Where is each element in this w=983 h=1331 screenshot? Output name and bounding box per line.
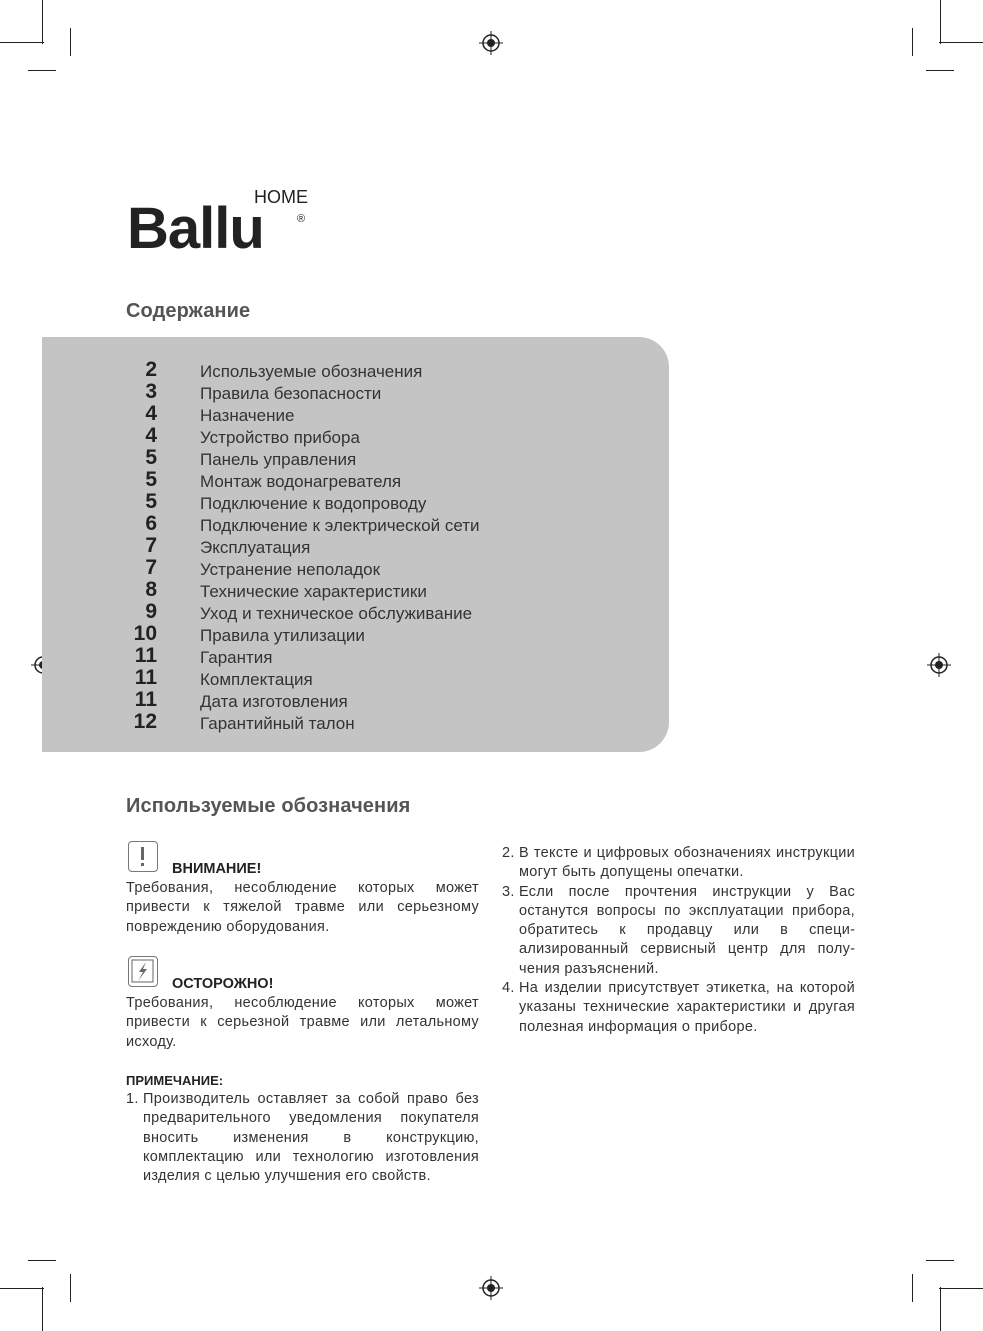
contents-item-label: Уход и техническое обслуживание: [200, 604, 473, 623]
contents-item: [0, 469, 620, 491]
contents-item-page: 6: [145, 512, 157, 535]
contents-item-page: 12: [133, 710, 157, 733]
contents-item-page: 3: [145, 380, 157, 403]
note-item-text: Производитель оставляет за собой право без предварительного уведомления покупателя вносить изменения в конструкцию, комплектацию или технологию изготовления изделия с целью улучшения его свойств.: [143, 1091, 479, 1185]
contents-item: [0, 359, 620, 381]
contents-item-label: Монтаж водонагревателя: [200, 472, 402, 491]
contents-item-label: Подключение к электрической сети: [200, 516, 480, 535]
contents-item-page: 8: [145, 578, 157, 601]
registration-mark-icon: [927, 653, 951, 677]
contents-item: [0, 623, 620, 645]
contents-item: [0, 667, 620, 689]
contents-item: [0, 513, 620, 535]
contents-item-page: 5: [145, 446, 157, 469]
caution-heading: ОСТОРОЖНО!: [172, 976, 274, 992]
registration-mark-icon: [479, 1276, 503, 1300]
symbols-title: Используемые обозначения: [126, 795, 411, 817]
contents-item: [0, 425, 620, 447]
note-item-number: 1.: [126, 1091, 139, 1107]
contents-item-page: 4: [145, 424, 157, 447]
exclamation-icon: [128, 841, 158, 872]
contents-item: [0, 491, 620, 513]
logo-reg-mark: ®: [297, 213, 306, 225]
contents-item-label: Устройство прибора: [200, 428, 360, 447]
contents-item: [0, 557, 620, 579]
contents-item-page: 7: [145, 534, 157, 557]
contents-item-label: Гарантийный талон: [200, 714, 355, 733]
contents-item: [0, 381, 620, 403]
note-heading: ПРИМЕЧАНИЕ:: [126, 1073, 224, 1088]
contents-item-label: Гарантия: [200, 648, 273, 667]
note-item-text: В тексте и цифровых обозначениях инструкции могут быть допущены опечатки.: [519, 845, 855, 881]
note-item-text: На изделии присутствует этикетка, на которой указаны технические характеристики и другая полезная информация о приборе.: [519, 980, 855, 1035]
contents-item-label: Дата изготовления: [200, 692, 348, 711]
note-item-text: Если после прочтения инструкции у Вас останутся вопросы по эксплуатации прибора, обратитесь к продавцу или в специализированный сервисный центр для получения разъяснений.: [519, 883, 855, 977]
note-item: [126, 1090, 479, 1186]
ballu-home-logo: [127, 186, 327, 256]
contents-item-label: Назначение: [200, 406, 295, 425]
registration-mark-icon: [479, 31, 503, 55]
logo-brand: Ballu: [127, 196, 264, 256]
contents-item-label: Комплектация: [200, 670, 313, 689]
contents-item: [0, 689, 620, 711]
note-item: [502, 844, 855, 883]
contents-list: [0, 359, 620, 733]
contents-item: [0, 601, 620, 623]
note-item: [502, 883, 855, 979]
contents-item-page: 9: [145, 600, 157, 623]
note-item-number: 2.: [502, 845, 515, 861]
contents-item-label: Используемые обозначения: [200, 362, 423, 381]
contents-item-page: 10: [133, 622, 157, 645]
contents-item-page: 5: [145, 468, 157, 491]
contents-item-label: Устранение неполадок: [200, 560, 381, 579]
logo-sub: HOME: [254, 187, 308, 207]
contents-item: [0, 447, 620, 469]
contents-item-page: 11: [134, 644, 157, 667]
contents-item: [0, 579, 620, 601]
contents-item-page: 4: [145, 402, 157, 425]
contents-item-label: Правила безопасности: [200, 384, 382, 403]
contents-item: [0, 403, 620, 425]
contents-item-page: 5: [145, 490, 157, 513]
note-item-number: 3.: [502, 883, 515, 900]
lightning-icon: [128, 956, 158, 987]
note-item: [502, 979, 855, 1037]
contents-title: Содержание: [126, 300, 251, 322]
contents-item-page: 11: [134, 666, 157, 689]
contents-item-label: Подключение к водопроводу: [200, 494, 427, 513]
note-item-number: 4.: [502, 980, 515, 997]
contents-item-label: Технические характеристики: [200, 582, 427, 601]
contents-item: [0, 711, 620, 733]
contents-item-label: Эксплуатация: [200, 538, 311, 557]
contents-item-label: Панель управления: [200, 450, 357, 469]
contents-item-page: 7: [145, 556, 157, 579]
contents-item-page: 2: [145, 358, 157, 381]
contents-item-label: Правила утилизации: [200, 626, 365, 645]
attention-heading: ВНИМАНИЕ!: [172, 861, 262, 877]
note-list-right: [502, 844, 855, 1037]
contents-item: [0, 645, 620, 667]
note-list-left: [126, 1090, 479, 1186]
contents-item-page: 11: [134, 688, 157, 711]
attention-text: Требования, несоблюдение которых может привести к тяжелой травме или серьезному повреждению оборудования.: [126, 880, 479, 935]
contents-item: [0, 535, 620, 557]
caution-text: Требования, несоблюдение которых может привести к серьезной травме или летальному исходу.: [126, 995, 479, 1050]
